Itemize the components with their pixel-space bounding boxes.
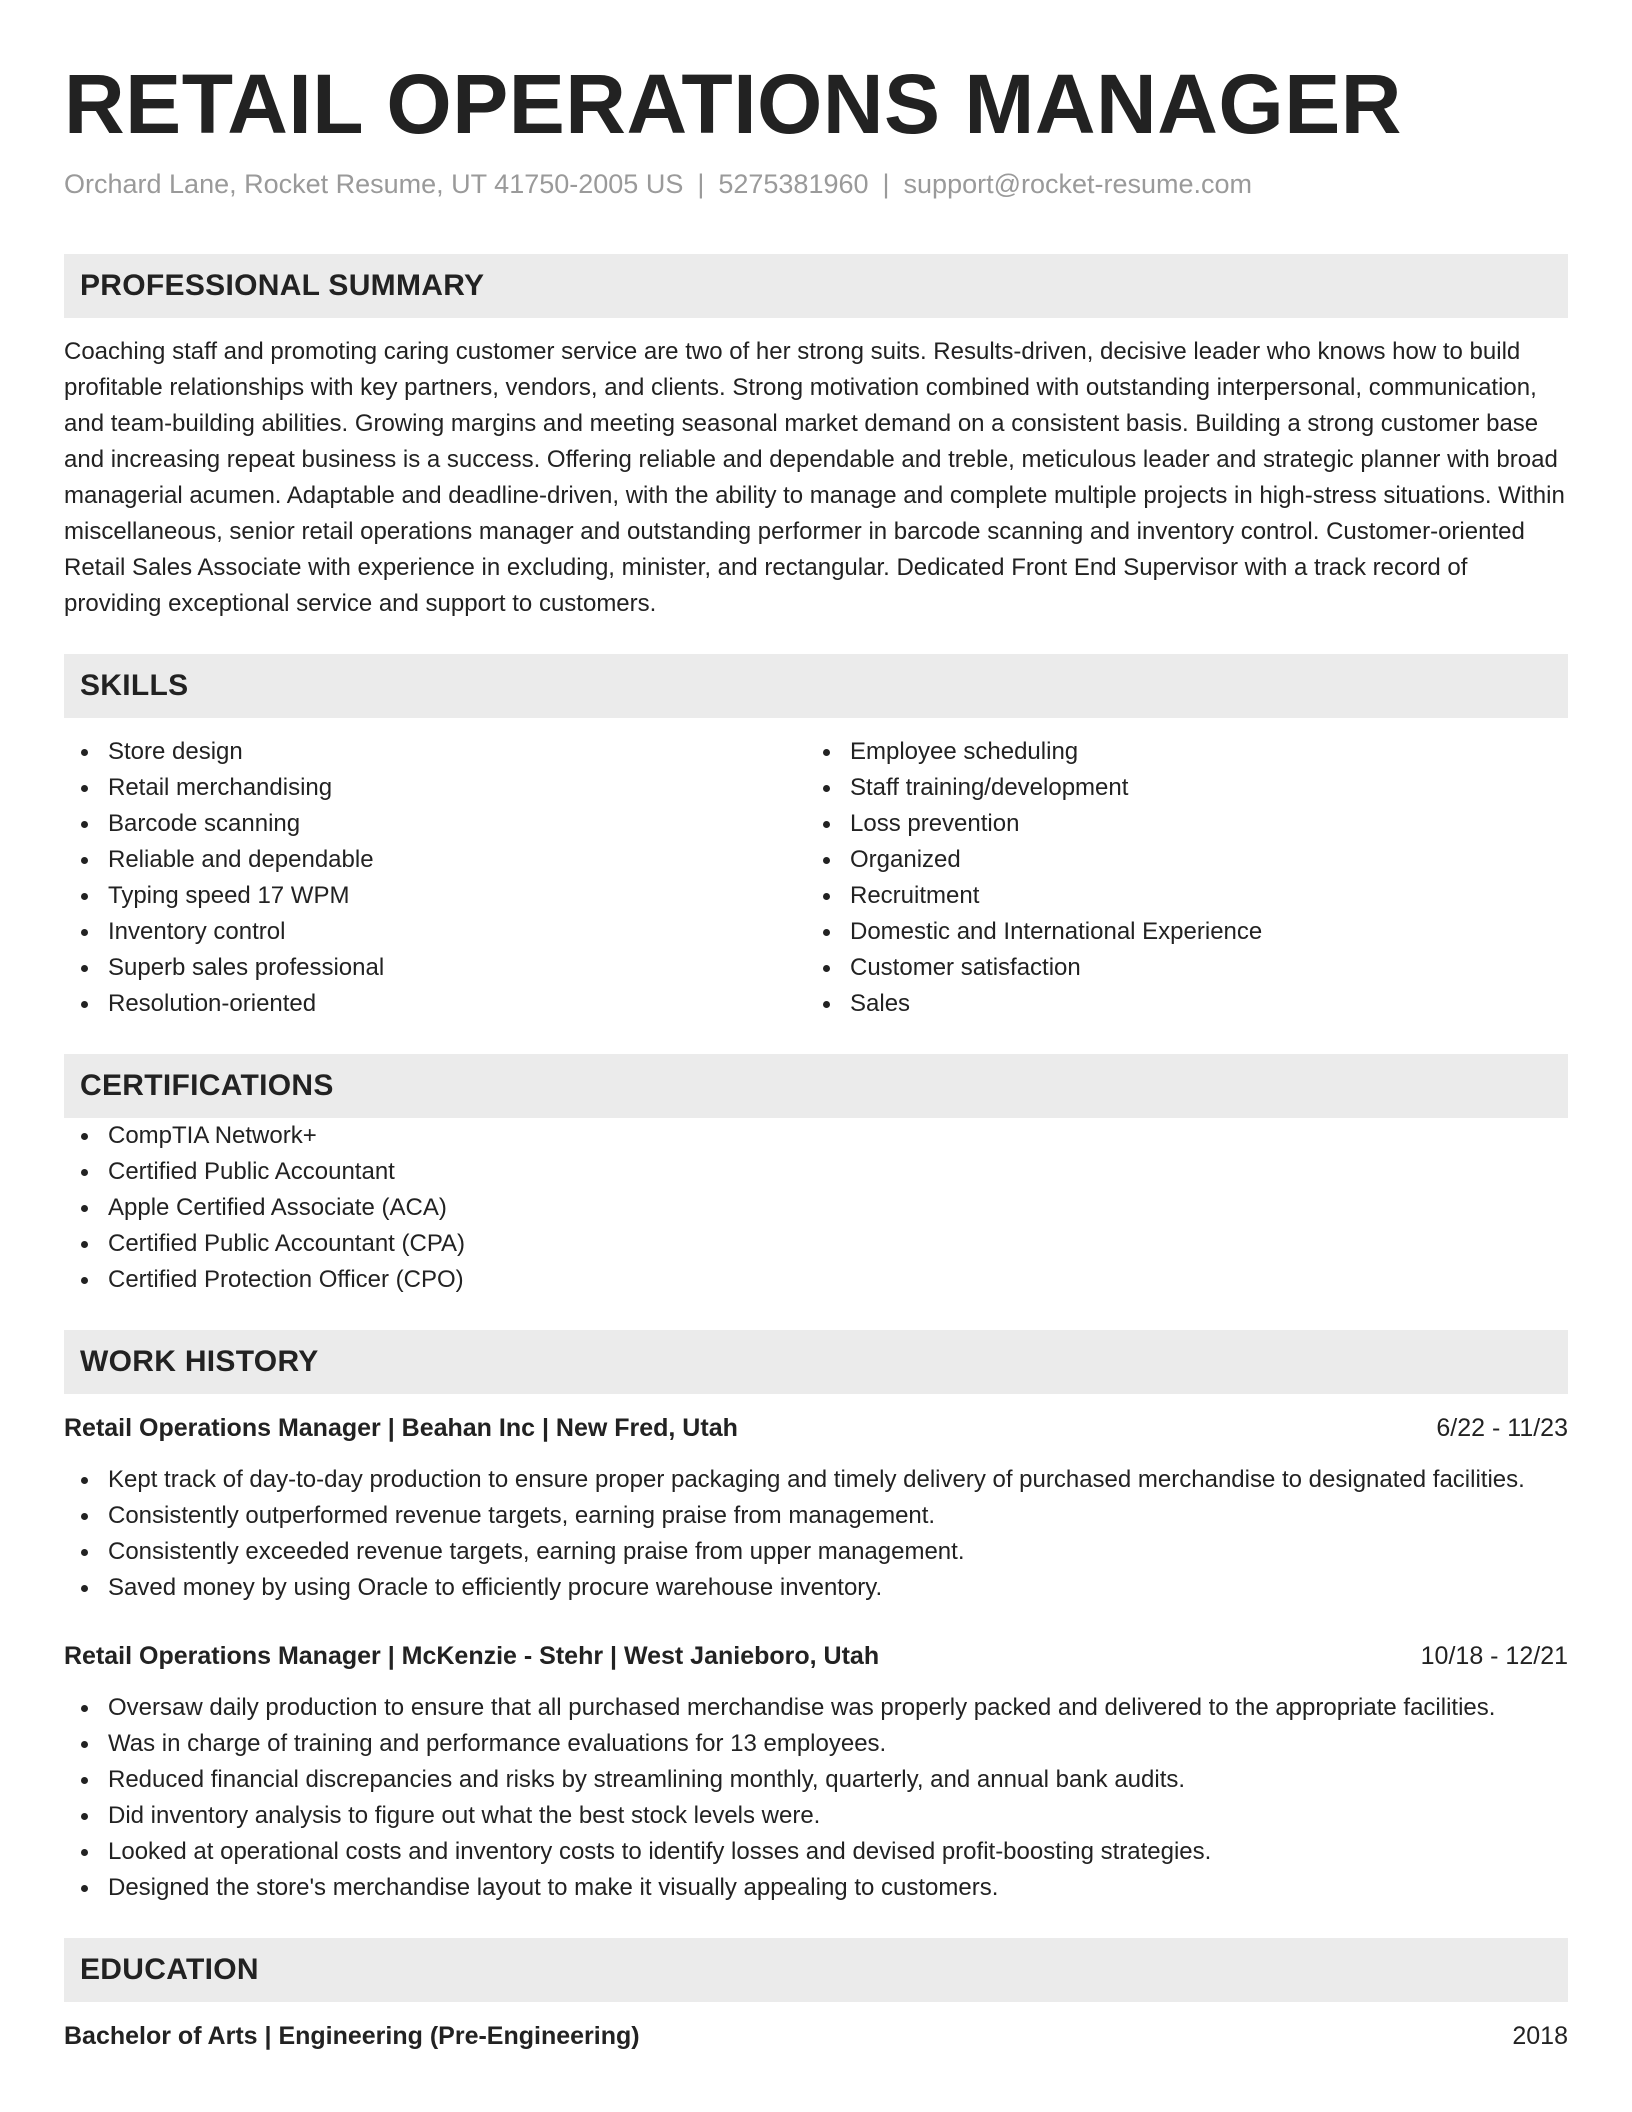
section-header-certifications xyxy=(64,1054,1568,1118)
list-item: Organized xyxy=(806,842,1548,878)
job-title: Retail Operations Manager | Beahan Inc | New Fred, Utah xyxy=(64,1414,738,1442)
section-title: EDUCATION xyxy=(80,1953,259,1986)
list-item: Employee scheduling xyxy=(806,734,1548,770)
list-item: Designed the store's merchandise layout to make it visually appealing to customers. xyxy=(64,1870,1568,1906)
list-item: Typing speed 17 WPM xyxy=(64,878,806,914)
section-header-skills xyxy=(64,654,1568,718)
list-item: Reliable and dependable xyxy=(64,842,806,878)
list-item: Staff training/development xyxy=(806,770,1548,806)
list-item: Store design xyxy=(64,734,806,770)
list-item: Looked at operational costs and inventory costs to identify losses and devised profit-boosting strategies. xyxy=(64,1834,1568,1870)
job-dates: 10/18 - 12/21 xyxy=(1420,1642,1568,1670)
list-item: Reduced financial discrepancies and risks by streamlining monthly, quarterly, and annual bank audits. xyxy=(64,1762,1568,1798)
skills-column-right xyxy=(806,734,1548,1022)
job-entry xyxy=(64,1410,1568,1606)
section-title: CERTIFICATIONS xyxy=(80,1069,334,1102)
skills-list-left xyxy=(64,734,806,1022)
summary-paragraph: Coaching staff and promoting caring customer service are two of her strong suits. Results-driven, decisive leader who knows how to build profitable relationships with key partners, vendors, and clients. Strong motivation combined with outstanding interpersonal, communication, and team-building abilities. Growing margins and meeting seasonal market demand on a consistent basis. Building a strong customer base and increasing repeat business is a success. Offering reliable and dependable and treble, meticulous leader and strategic planner with broad managerial acumen. Adaptable and deadline-driven, with the ability to manage and complete multiple projects in high-stress situations. Within miscellaneous, senior retail operations manager and outstanding performer in barcode scanning and inventory control. Customer-oriented Retail Sales Associate with experience in excluding, minister, and rectangular. Dedicated Front End Supervisor with a track record of providing exceptional service and support to customers. xyxy=(64,338,1565,617)
section-header-work-history xyxy=(64,1330,1568,1394)
list-item: Loss prevention xyxy=(806,806,1548,842)
job-dates: 6/22 - 11/23 xyxy=(1436,1414,1568,1442)
list-item: Oversaw daily production to ensure that all purchased merchandise was properly packed and delivered to the appropriate facilities. xyxy=(64,1690,1568,1726)
list-item: Superb sales professional xyxy=(64,950,806,986)
section-title: WORK HISTORY xyxy=(80,1345,319,1378)
education-year: 2018 xyxy=(1512,2022,1568,2050)
contact-separator: | xyxy=(882,169,890,199)
list-item: Customer satisfaction xyxy=(806,950,1548,986)
contact-separator: | xyxy=(697,169,705,199)
section-title: SKILLS xyxy=(80,669,189,702)
skills-columns xyxy=(64,734,1568,1022)
list-item: Kept track of day-to-day production to ensure proper packaging and timely delivery of purchased merchandise to designated facilities. xyxy=(64,1462,1568,1498)
skills-column-left xyxy=(64,734,806,1022)
list-item: Saved money by using Oracle to efficiently procure warehouse inventory. xyxy=(64,1570,1568,1606)
certifications-list xyxy=(64,1118,1568,1298)
list-item: Was in charge of training and performance evaluations for 13 employees. xyxy=(64,1726,1568,1762)
contact-address: Orchard Lane, Rocket Resume, UT 41750-2005 US xyxy=(64,169,684,199)
list-item: Certified Protection Officer (CPO) xyxy=(64,1262,1568,1298)
list-item: CompTIA Network+ xyxy=(64,1118,1568,1154)
contact-email: support@rocket-resume.com xyxy=(903,169,1253,199)
job-bullets xyxy=(64,1462,1568,1606)
list-item: Retail merchandising xyxy=(64,770,806,806)
job-bullets xyxy=(64,1690,1568,1906)
list-item: Consistently outperformed revenue targets, earning praise from management. xyxy=(64,1498,1568,1534)
list-item: Did inventory analysis to figure out what the best stock levels were. xyxy=(64,1798,1568,1834)
list-item: Inventory control xyxy=(64,914,806,950)
list-item: Apple Certified Associate (ACA) xyxy=(64,1190,1568,1226)
education-entry xyxy=(64,2018,1568,2054)
list-item: Sales xyxy=(806,986,1548,1022)
list-item: Recruitment xyxy=(806,878,1548,914)
resume-title: RETAIL OPERATIONS MANAGER xyxy=(64,57,1402,151)
section-header-summary xyxy=(64,254,1568,318)
contact-phone: 5275381960 xyxy=(718,169,869,199)
contact-line xyxy=(64,166,1568,202)
list-item: Certified Public Accountant (CPA) xyxy=(64,1226,1568,1262)
job-header xyxy=(64,1410,1568,1446)
list-item: Resolution-oriented xyxy=(64,986,806,1022)
job-header xyxy=(64,1638,1568,1674)
list-item: Consistently exceeded revenue targets, earning praise from upper management. xyxy=(64,1534,1568,1570)
list-item: Domestic and International Experience xyxy=(806,914,1548,950)
skills-list-right xyxy=(806,734,1548,1022)
list-item: Barcode scanning xyxy=(64,806,806,842)
list-item: Certified Public Accountant xyxy=(64,1154,1568,1190)
job-title: Retail Operations Manager | McKenzie - Stehr | West Janieboro, Utah xyxy=(64,1642,880,1670)
section-title: PROFESSIONAL SUMMARY xyxy=(80,269,485,302)
job-entry xyxy=(64,1638,1568,1906)
education-degree: Bachelor of Arts | Engineering (Pre-Engineering) xyxy=(64,2022,640,2050)
section-header-education xyxy=(64,1938,1568,2002)
